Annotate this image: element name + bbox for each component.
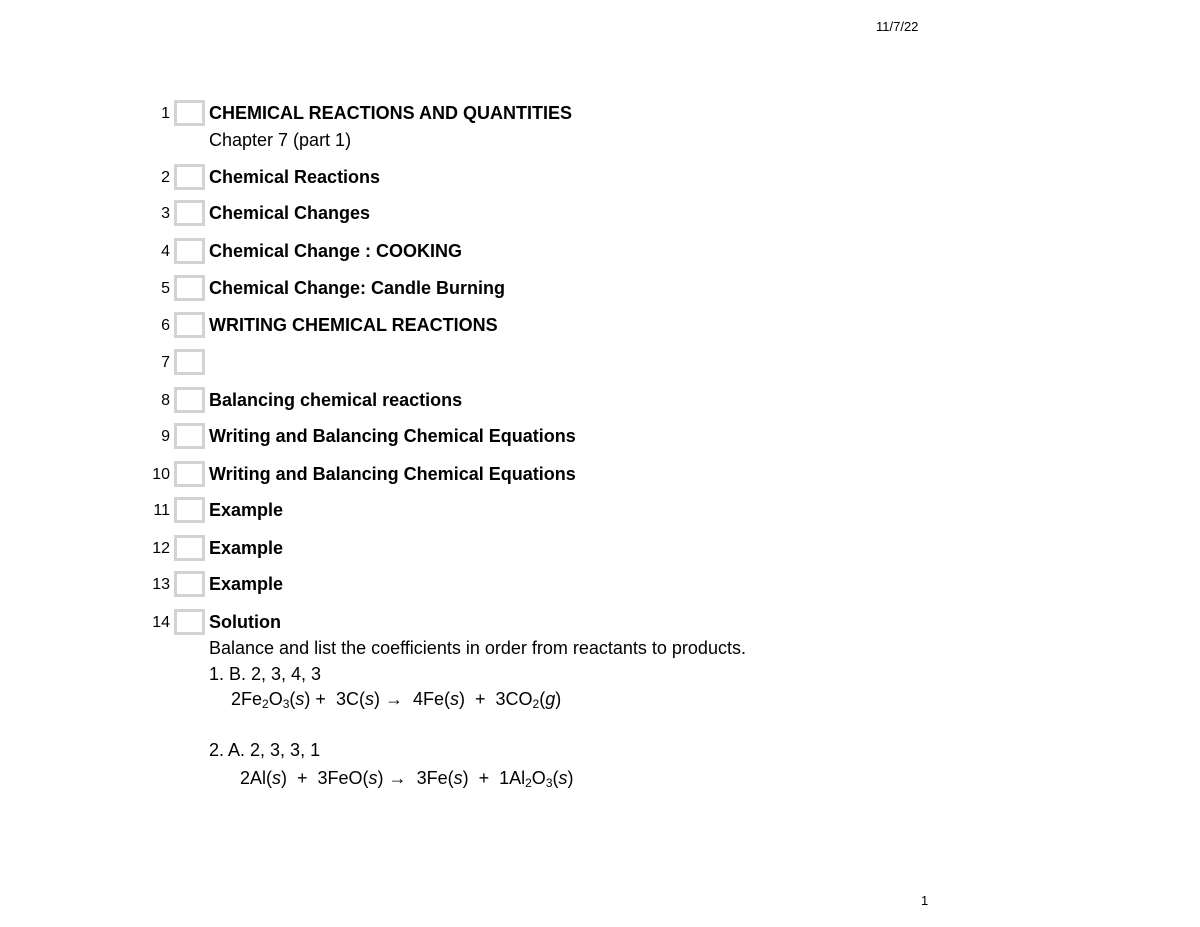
slide-number: 2: [161, 169, 170, 186]
slide-row-10: [0, 461, 1200, 489]
slide-title: Chemical Change : COOKING: [209, 241, 463, 261]
solution-answer-1: 1. B. 2, 3, 4, 3: [209, 664, 322, 684]
slide-thumbnail[interactable]: [174, 200, 205, 226]
slide-thumbnail[interactable]: [174, 497, 205, 523]
slide-thumbnail[interactable]: [174, 609, 205, 635]
header-date: 11/7/22: [876, 19, 919, 34]
slide-number: 13: [152, 576, 170, 593]
slide-thumbnail[interactable]: [174, 349, 205, 375]
slide-row-1: [0, 100, 1200, 128]
slide-thumbnail[interactable]: [174, 423, 205, 449]
slide-row-7: [0, 349, 1200, 377]
slide-thumbnail[interactable]: [174, 312, 205, 338]
slide-number: 4: [161, 243, 170, 260]
reaction-arrow-icon: →: [379, 689, 408, 709]
slide-number: 12: [152, 540, 170, 557]
slide-row-2: [0, 164, 1200, 192]
slide-thumbnail[interactable]: [174, 164, 205, 190]
slide-row-4: [0, 238, 1200, 266]
slide-title: Chemical Change: Candle Burning: [209, 278, 506, 298]
slide-title: Chemical Changes: [209, 203, 371, 223]
slide-title: WRITING CHEMICAL REACTIONS: [209, 315, 498, 335]
slide-row-14: [0, 609, 1200, 637]
slide-title: CHEMICAL REACTIONS AND QUANTITIES: [209, 103, 573, 123]
page-number: 1: [921, 893, 929, 908]
slide-thumbnail[interactable]: [174, 100, 205, 126]
slide-row-8: [0, 387, 1200, 415]
slide-number: 3: [161, 205, 170, 222]
slide-title: Solution: [209, 612, 281, 632]
slide-thumbnail[interactable]: [174, 461, 205, 487]
slide-number: 9: [161, 428, 170, 445]
slide-title: Chemical Reactions: [209, 167, 381, 187]
slide-title: Example: [209, 500, 284, 520]
slide-subtitle: Chapter 7 (part 1): [209, 130, 352, 150]
slide-number: 7: [161, 354, 170, 371]
slide-row-6: [0, 312, 1200, 340]
slide-number: 1: [161, 105, 170, 122]
equation-1: $2Fe_2O_3(s) + 3C(s) \to 4Fe(s) + 3CO_2(g)$: [231, 689, 562, 711]
slide-thumbnail[interactable]: [174, 275, 205, 301]
slide-thumbnail[interactable]: [174, 238, 205, 264]
slide-title: Balancing chemical reactions: [209, 390, 463, 410]
slide-title: Example: [209, 574, 284, 594]
slide-thumbnail[interactable]: [174, 571, 205, 597]
slide-row-13: [0, 571, 1200, 599]
reaction-arrow-icon: →: [383, 768, 412, 788]
slide-row-9: [0, 423, 1200, 451]
slide-number: 6: [161, 317, 170, 334]
slide-number: 14: [152, 614, 170, 631]
slide-number: 5: [161, 280, 170, 297]
slide-title: Writing and Balancing Chemical Equations: [209, 426, 576, 446]
slide-number: 10: [152, 466, 170, 483]
slide-row-11: [0, 497, 1200, 525]
solution-instruction: Balance and list the coefficients in order from reactants to products.: [209, 638, 746, 658]
slide-thumbnail[interactable]: [174, 535, 205, 561]
slide-number: 8: [161, 392, 170, 409]
slide-row-12: [0, 535, 1200, 563]
slide-title: Example: [209, 538, 284, 558]
slide-title: Writing and Balancing Chemical Equations: [209, 464, 576, 484]
slide-number: 11: [153, 502, 170, 519]
slide-row-5: [0, 275, 1200, 303]
slide-thumbnail[interactable]: [174, 387, 205, 413]
slide-row-3: [0, 200, 1200, 228]
equation-2: $2Al(s) + 3FeO(s) \to 3Fe(s) + 1Al_2O_3(s)$: [240, 768, 574, 790]
solution-answer-2: 2. A. 2, 3, 3, 1: [209, 740, 321, 760]
